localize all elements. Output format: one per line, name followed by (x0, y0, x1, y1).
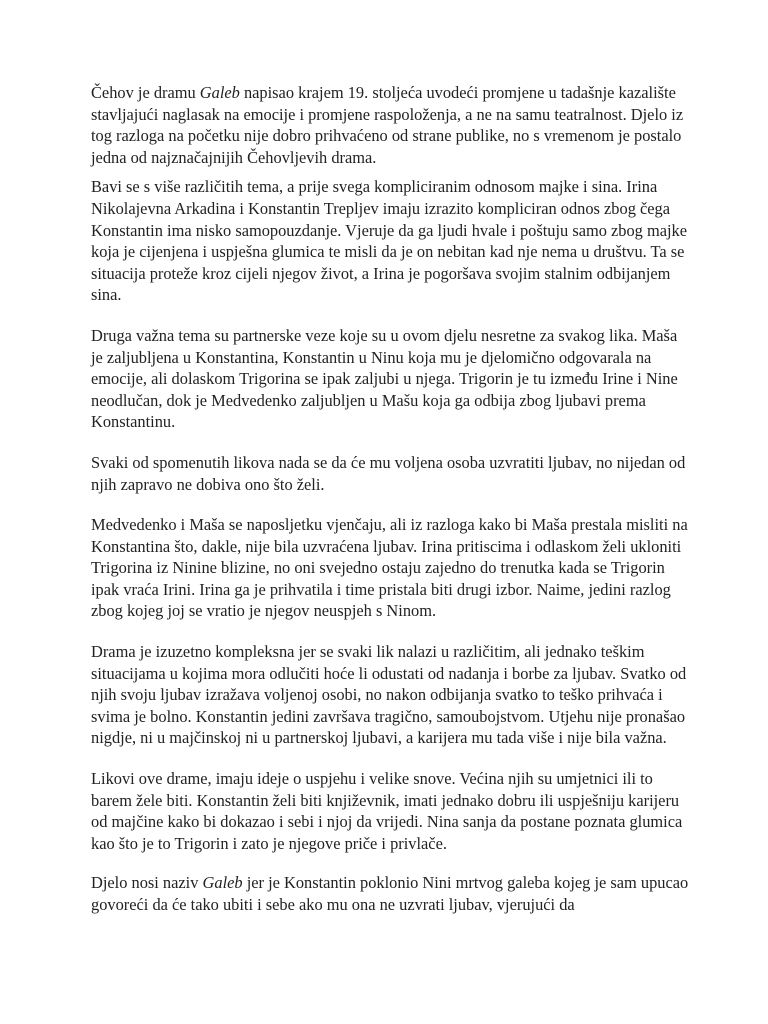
paragraph-relationships (91, 325, 691, 433)
paragraph-text: Svaki od spomenutih likova nada se da će mu voljena osoba uzvratiti ljubav, no nijedan od njih zapravo ne dobiva ono što želi. (91, 452, 686, 494)
paragraph-hopes (91, 452, 691, 495)
paragraph-themes (91, 176, 691, 306)
play-title: Galeb (202, 873, 243, 893)
paragraph-intro (91, 82, 691, 168)
paragraph-text: jer je Konstantin poklonio Nini mrtvog galeba kojeg je sam upucao govoreći da će tako ubiti i sebe ako mu ona ne uzvrati ljubav, vjerujući da (91, 873, 689, 914)
paragraph-text: Bavi se s više različitih tema, a prije svega kompliciranim odnosom majke i sina. Irina Nikolajevna Arkadina i Konstantin Trepljev imaju izrazito kompliciran odnos zbog čega Konstantin ima nisko samopouzdanje. Vjeruje da ga ljudi hvale i poštuju samo zbog majke koja je cijenjena i uspješna glumica te misli da je on nebitan kad nje nema u društvu. Ta se situacija proteže kroz cijeli njegov život, a Irina je pogoršava svojim stalnim odbijanjem sina. (91, 177, 688, 305)
paragraph-text: Djelo nosi naziv (91, 873, 203, 893)
paragraph-text: napisao krajem 19. stoljeća uvodeći promjene u tadašnje kazalište stavljajući naglasak na emocije i promjene raspoloženja, a ne na samu teatralnost. Djelo iz tog razloga na početku nije dobro prihvaćeno od strane publike, no s vremenom je postalo jedna od najznačajnijih Čehovljevih drama. (91, 83, 684, 167)
paragraph-text: Drama je izuzetno kompleksna jer se svaki lik nalazi u različitim, ali jednako teškim situacijama u kojima mora odlučiti hoće li odustati od nadanja i borbe za ljubav. Svatko od njih svoju ljubav izražava voljenoj osobi, no nakon odbijanja svatko to teško prihvaća i svima je bolno. Konstantin jedini završava tragično, samoubojstvom. Utjehu nije pronašao nigdje, ni u majčinskoj ni u partnerskoj ljubavi, a karijera mu tada više i nije bila važna. (91, 642, 687, 748)
document-page (91, 82, 691, 916)
play-title: Galeb (199, 83, 240, 102)
paragraph-title-meaning (91, 872, 691, 915)
paragraph-text: Druga važna tema su partnerske veze koje su u ovom djelu nesretne za svakog lika. Maša je zaljubljena u Konstantina, Konstantin u Ninu koja mu je djelomično odgovarala na emocije, ali dolaskom Trigorina se ipak zaljubi u njega. Trigorin je tu između Irine i Nine neodlučan, dok je Medvedenko zaljubljen u Mašu koja ga odbija zbog ljubavi prema Konstantinu. (91, 325, 678, 432)
paragraph-text: Likovi ove drame, imaju ideje o uspjehu i velike snove. Većina njih su umjetnici ili to barem žele biti. Konstantin želi biti književnik, imati jednako dobru ili uspješniju karijeru od majčine kako bi dokazao i sebi i njoj da vrijedi. Nina sanja da postane poznata glumica kao što je to Trigorin i zato je njegove priče i privlače. (91, 769, 683, 853)
paragraph-ambitions (91, 768, 691, 854)
paragraph-outcomes (91, 514, 691, 622)
paragraph-complexity (91, 641, 691, 749)
paragraph-text: Čehov je dramu (91, 83, 200, 102)
paragraph-text: Medvedenko i Maša se naposljetku vjenčaju, ali iz razloga kako bi Maša prestala misliti na Konstantina što, dakle, nije bila uzvraćena ljubav. Irina pritiscima i odlaskom želi ukloniti Trigorina iz Ninine blizine, no oni svejedno ostaju zajedno do trenutka kada se Trigorin ipak vraća Irini. Irina ga je prihvatila i time pristala biti drugi izbor. Naime, jedini razlog zbog kojeg joj se vratio je njegov neuspjeh s Ninom. (91, 515, 688, 621)
